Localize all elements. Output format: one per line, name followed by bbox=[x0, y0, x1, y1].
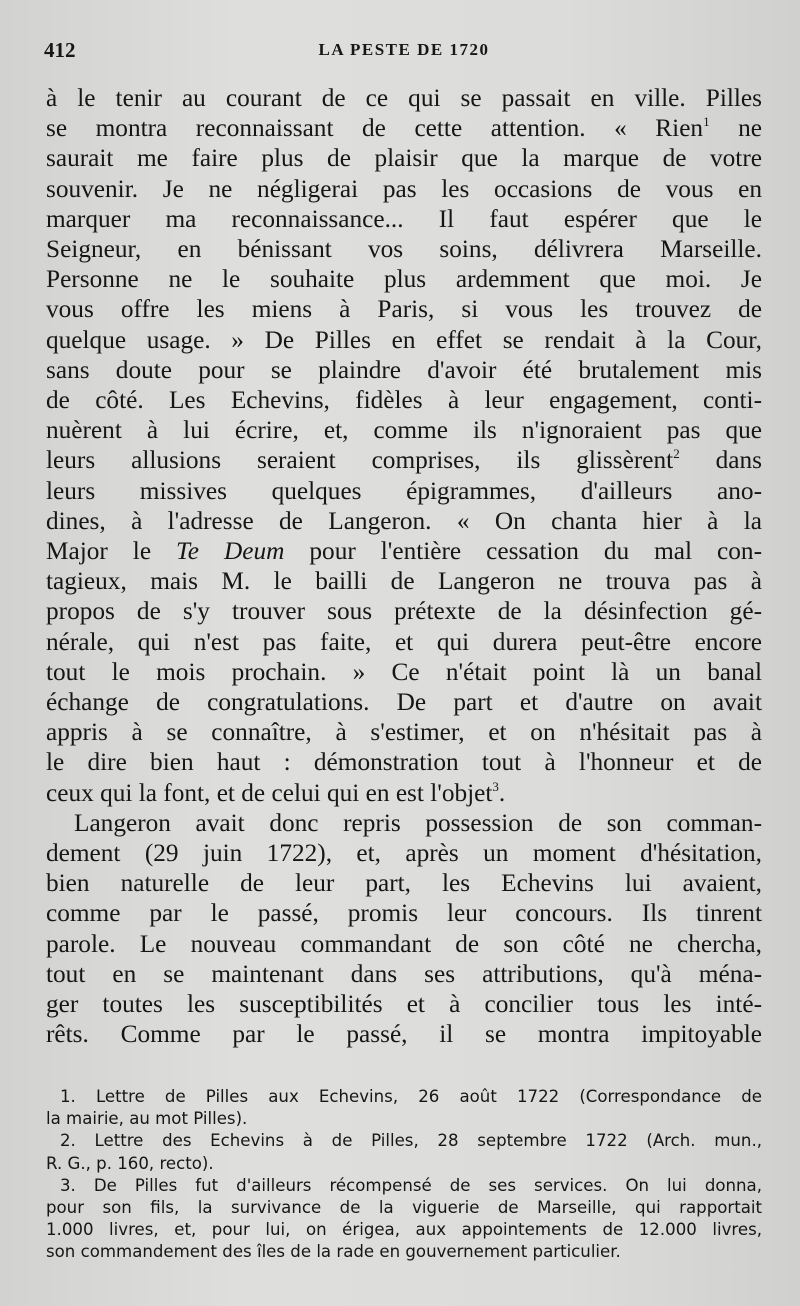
text-line: tout en se maintenant dans ses attributions, qu'à ména- bbox=[46, 959, 762, 988]
text-line: nérale, qui n'est pas faite, et qui durera peut-être encore bbox=[46, 627, 762, 656]
text-line: nuèrent à lui écrire, et, comme ils n'ignoraient pas que bbox=[46, 416, 762, 445]
footnote-3-cont: 1.000 livres, et, pour lui, on érigea, aux appointements de 12.000 livres, bbox=[46, 1220, 762, 1240]
text-segment: pour l'entière cessation du mal con- bbox=[284, 537, 762, 566]
body-text bbox=[46, 83, 762, 1050]
running-head: LA PESTE DE 1720 bbox=[318, 40, 490, 59]
text-line bbox=[46, 536, 762, 566]
text-line: quelque usage. » De Pilles en effet se rendait à la Cour, bbox=[46, 325, 762, 354]
page-header bbox=[44, 38, 764, 60]
text-line bbox=[46, 113, 762, 143]
text-line: le dire bien haut : démonstration tout à l'honneur et de bbox=[46, 748, 762, 777]
footnotes bbox=[46, 1086, 762, 1264]
footnote-2: 2. Lettre des Echevins à de Pilles, 28 septembre 1722 (Arch. mun., bbox=[60, 1131, 762, 1151]
text-line: souvenir. Je ne négligerai pas les occasions de vous en bbox=[46, 174, 762, 203]
text-line: sans doute pour se plaindre d'avoir été brutalement mis bbox=[46, 355, 762, 384]
text-line: à le tenir au courant de ce qui se passait en ville. Pilles bbox=[46, 84, 762, 112]
text-line: rêts. Comme par le passé, il se montra impitoyable bbox=[46, 1020, 762, 1049]
text-line: ger toutes les susceptibilités et à concilier tous les inté- bbox=[46, 990, 762, 1019]
text-line: Seigneur, en bénissant vos soins, délivrera Marseille. bbox=[46, 235, 762, 264]
text-segment: . bbox=[498, 778, 506, 807]
text-line bbox=[46, 445, 762, 475]
text-segment: dans bbox=[679, 446, 762, 475]
text-segment: ne bbox=[709, 114, 762, 143]
text-line bbox=[46, 778, 762, 808]
text-line: Personne ne le souhaite plus ardemment que moi. Je bbox=[46, 265, 762, 294]
footnote-1-cont: la mairie, au mot Pilles). bbox=[46, 1109, 248, 1129]
text-line: dement (29 juin 1722), et, après un moment d'hésitation, bbox=[46, 839, 762, 868]
text-line: saurait me faire plus de plaisir que la marque de votre bbox=[46, 144, 762, 173]
page-number: 412 bbox=[44, 38, 76, 62]
text-line: comme par le passé, promis leur concours. Ils tinrent bbox=[46, 899, 762, 928]
footnote-3: 3. De Pilles fut d'ailleurs récompensé de ses services. On lui donna, bbox=[60, 1175, 762, 1195]
text-line: dines, à l'adresse de Langeron. « On chanta hier à la bbox=[46, 506, 762, 535]
footnote-marker: 3 bbox=[492, 778, 499, 794]
text-line: échange de congratulations. De part et d'autre on avait bbox=[46, 688, 762, 717]
footnote-3-cont: pour son fils, la survivance de la viguerie de Marseille, qui rapportait bbox=[46, 1198, 762, 1218]
text-segment: Major le bbox=[46, 537, 177, 566]
text-line: parole. Le nouveau commandant de son côté ne chercha, bbox=[46, 929, 762, 958]
text-line: de côté. Les Echevins, fidèles à leur engagement, conti- bbox=[46, 386, 762, 415]
text-segment: ceux qui la font, et de celui qui en est l'objet bbox=[46, 778, 493, 807]
text-line: marquer ma reconnaissance... Il faut espérer que le bbox=[46, 204, 762, 233]
footnote-2-cont: R. G., p. 160, recto). bbox=[46, 1153, 214, 1173]
footnote-marker: 1 bbox=[703, 114, 710, 130]
footnote-1: 1. Lettre de Pilles aux Echevins, 26 août 1722 (Correspondance de bbox=[60, 1087, 762, 1106]
italic-title: Te Deum bbox=[176, 537, 285, 566]
text-line: Langeron avait donc repris possession de son comman- bbox=[74, 808, 762, 837]
footnote-marker: 2 bbox=[673, 446, 680, 462]
footnote-3-cont: son commandement des îles de la rade en gouvernement particulier. bbox=[46, 1242, 621, 1262]
text-line: tout le mois prochain. » Ce n'était point là un banal bbox=[46, 657, 762, 686]
text-line: tagieux, mais M. le bailli de Langeron ne trouva pas à bbox=[46, 567, 762, 596]
text-segment: leurs allusions seraient comprises, ils glissèrent bbox=[46, 446, 674, 475]
text-line: bien naturelle de leur part, les Echevins lui avaient, bbox=[46, 869, 762, 898]
text-line: leurs missives quelques épigrammes, d'ailleurs ano- bbox=[46, 476, 762, 505]
text-line: appris à se connaître, à s'estimer, et on n'hésitait pas à bbox=[46, 718, 762, 747]
text-segment: se montra reconnaissant de cette attention. « Rien bbox=[46, 114, 704, 143]
text-line: propos de s'y trouver sous prétexte de la désinfection gé- bbox=[46, 597, 762, 626]
text-line: vous offre les miens à Paris, si vous les trouvez de bbox=[46, 295, 762, 324]
